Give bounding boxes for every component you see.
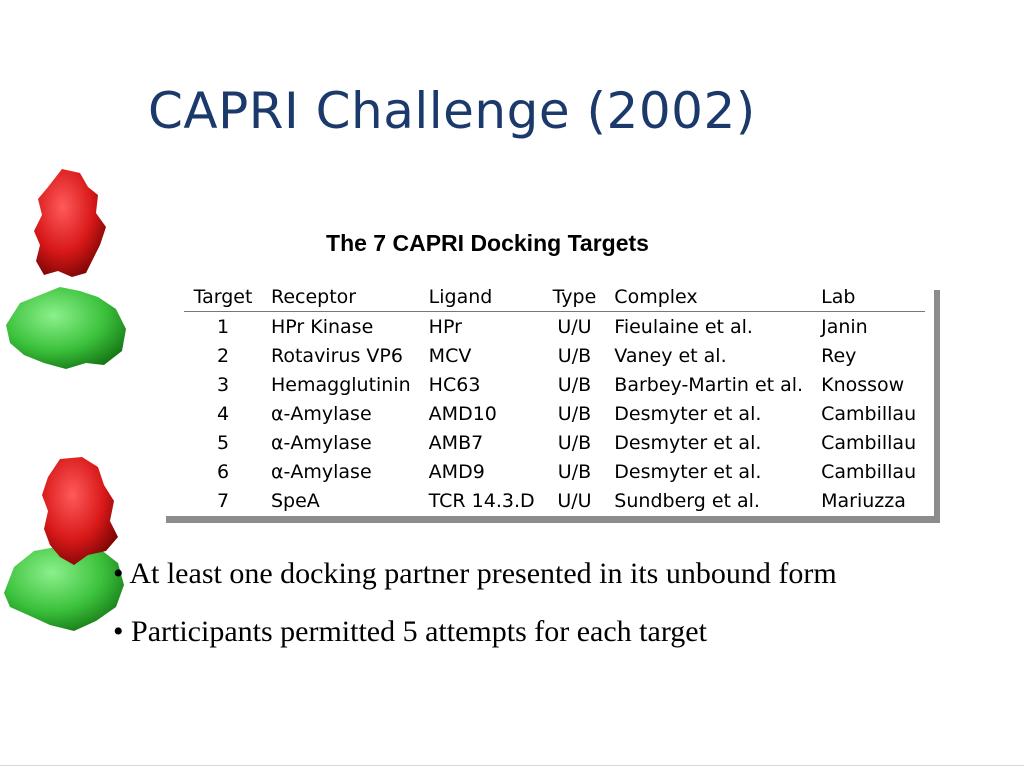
cell-target: 1 — [216, 315, 230, 338]
cell-receptor: Hemagglutinin — [271, 373, 411, 396]
cell-receptor: HPr Kinase — [271, 315, 374, 338]
cell-receptor: Rotavirus VP6 — [271, 344, 403, 367]
cell-target: 5 — [216, 431, 230, 454]
cell-type: U/B — [557, 373, 592, 396]
cell-target: 6 — [216, 460, 230, 483]
cell-ligand: AMD10 — [428, 402, 497, 425]
slide-title: CAPRI Challenge (2002) — [148, 82, 756, 140]
header-complex: Complex — [605, 283, 812, 312]
table-row — [184, 399, 925, 428]
footer-divider — [0, 765, 1024, 766]
cell-ligand: TCR 14.3.D — [428, 489, 535, 512]
cell-lab: Rey — [821, 344, 857, 367]
cell-lab: Janin — [821, 315, 868, 338]
docking-targets-table-panel — [160, 283, 934, 516]
table-row — [184, 486, 925, 515]
cell-target: 4 — [216, 402, 230, 425]
cell-receptor: SpeA — [271, 489, 320, 512]
bullet-list — [113, 545, 837, 661]
cell-receptor: α-Amylase — [271, 460, 372, 483]
docking-targets-table — [184, 283, 925, 515]
cell-lab: Mariuzza — [821, 489, 906, 512]
header-target: Target — [184, 283, 262, 312]
header-ligand: Ligand — [420, 283, 544, 312]
cell-type: U/B — [557, 344, 592, 367]
cell-lab: Knossow — [821, 373, 905, 396]
cell-receptor: α-Amylase — [271, 431, 372, 454]
header-lab: Lab — [812, 283, 925, 312]
bullet-item: • At least one docking partner presented in its unbound form — [113, 557, 837, 590]
protein-structure-image-top — [0, 165, 135, 395]
cell-ligand: AMB7 — [428, 431, 484, 454]
cell-lab: Cambillau — [821, 460, 917, 483]
table-row — [184, 312, 925, 342]
table-row — [184, 341, 925, 370]
cell-lab: Cambillau — [821, 431, 917, 454]
cell-ligand: HPr — [428, 315, 462, 338]
cell-complex: Fieulaine et al. — [614, 315, 753, 338]
cell-target: 3 — [216, 373, 230, 396]
cell-type: U/B — [557, 402, 592, 425]
cell-complex: Desmyter et al. — [614, 460, 762, 483]
cell-type: U/U — [557, 315, 592, 338]
cell-complex: Barbey-Martin et al. — [614, 373, 804, 396]
table-row — [184, 428, 925, 457]
cell-type: U/U — [557, 489, 592, 512]
cell-complex: Vaney et al. — [614, 344, 727, 367]
cell-complex: Desmyter et al. — [614, 402, 762, 425]
header-receptor: Receptor — [262, 283, 420, 312]
cell-complex: Desmyter et al. — [614, 431, 762, 454]
cell-ligand: MCV — [428, 344, 472, 367]
cell-receptor: α-Amylase — [271, 402, 372, 425]
cell-lab: Cambillau — [821, 402, 917, 425]
table-row — [184, 370, 925, 399]
cell-complex: Sundberg et al. — [614, 489, 760, 512]
cell-type: U/B — [557, 431, 592, 454]
cell-type: U/B — [557, 460, 592, 483]
cell-target: 7 — [216, 489, 230, 512]
table-caption: The 7 CAPRI Docking Targets — [326, 230, 649, 256]
table-row — [184, 457, 925, 486]
cell-ligand: HC63 — [428, 373, 481, 396]
header-type: Type — [544, 283, 606, 312]
cell-target: 2 — [216, 344, 230, 367]
table-header-row — [184, 283, 925, 312]
bullet-item: • Participants permitted 5 attempts for each target — [113, 615, 707, 648]
cell-ligand: AMD9 — [428, 460, 485, 483]
